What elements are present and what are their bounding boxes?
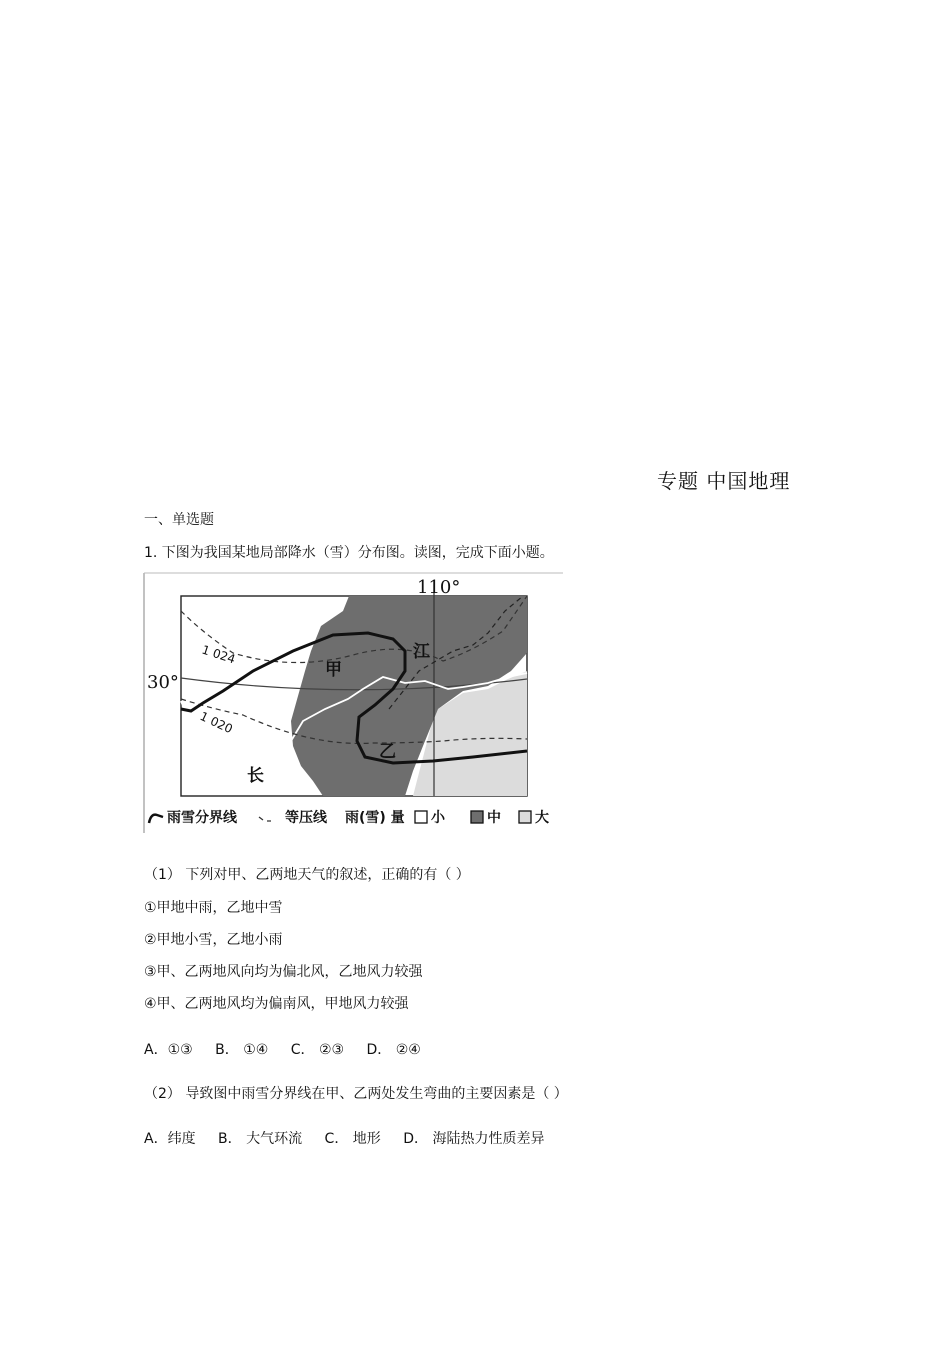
option-a[interactable]: A．纬度	[144, 1131, 196, 1147]
snow-line-icon	[149, 815, 163, 823]
isobar-1020-label: 1 020	[197, 709, 235, 737]
medium-swatch	[471, 811, 483, 823]
option-c[interactable]: C． ②③	[290, 1042, 345, 1058]
option-d[interactable]: D． ②④	[366, 1042, 421, 1058]
isobar-1024-label: 1 024	[200, 642, 238, 667]
lat-label: 30°	[147, 672, 179, 693]
sub1-item-3: ③甲、乙两地风向均为偏北风，乙地风力较强	[144, 964, 423, 980]
svg-text:中: 中	[487, 810, 501, 826]
sub2-stem: （2） 导致图中雨雪分界线在甲、乙两处发生弯曲的主要因素是（ ）	[144, 1086, 568, 1102]
sub1-stem: （1） 下列对甲、乙两地天气的叙述，正确的有（ ）	[144, 867, 470, 883]
place-jia: 甲	[325, 660, 342, 680]
section-label: 一、单选题	[144, 512, 214, 528]
svg-text:雨雪分界线: 雨雪分界线	[167, 810, 237, 826]
option-b[interactable]: B． ①④	[215, 1042, 269, 1058]
place-yi: 乙	[379, 742, 396, 762]
sub1-item-2: ②甲地小雪，乙地小雨	[144, 932, 283, 948]
page-title: 专题 中国地理	[657, 469, 791, 493]
svg-text:雨(雪) 量: 雨(雪) 量	[345, 810, 405, 826]
sub1-options	[144, 1039, 439, 1059]
option-d[interactable]: D． 海陆热力性质差异	[403, 1131, 545, 1147]
option-c[interactable]: C． 地形	[324, 1131, 381, 1147]
river-chang-label: 长	[247, 766, 264, 786]
question-stem: 1. 下图为我国某地局部降水（雪）分布图。读图，完成下面小题。	[144, 545, 554, 561]
sub1-item-1: ①甲地中雨，乙地中雪	[144, 900, 283, 916]
svg-text:等压线: 等压线	[285, 810, 327, 826]
isobar-icon	[259, 817, 271, 821]
svg-text:小: 小	[431, 810, 445, 826]
sub2-options	[144, 1128, 562, 1148]
option-b[interactable]: B． 大气环流	[218, 1131, 303, 1147]
sub1-item-4: ④甲、乙两地风均为偏南风，甲地风力较强	[144, 996, 409, 1012]
river-jiang-label: 江	[413, 642, 430, 662]
large-swatch	[519, 811, 531, 823]
lon-label: 110°	[417, 577, 461, 598]
precipitation-map	[143, 571, 565, 836]
svg-text:大: 大	[535, 810, 549, 826]
small-swatch	[415, 811, 427, 823]
option-a[interactable]: A．①③	[144, 1042, 193, 1058]
map-legend	[149, 809, 549, 826]
